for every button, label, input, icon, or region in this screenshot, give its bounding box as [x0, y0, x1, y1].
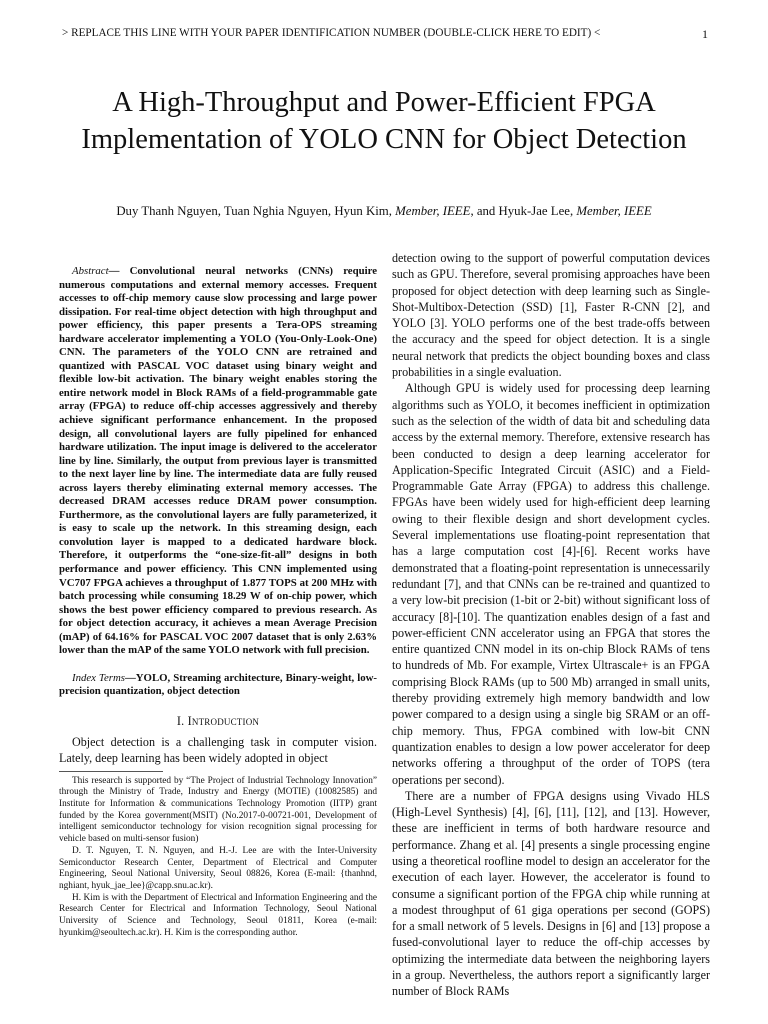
page-number: 1 — [702, 27, 708, 41]
intro-paragraph-1: Object detection is a challenging task in computer vision. Lately, deep learning has been widely adopted in object — [59, 735, 377, 766]
author-line — [60, 204, 708, 219]
left-column — [59, 265, 377, 939]
index-terms — [59, 672, 377, 699]
authors-group-2: , and Hyuk-Jae Lee, — [470, 204, 577, 218]
footnote-affiliation-seoultech: H. Kim is with the Department of Electrical and Information Engineering and the Research Center for Electrical and Information Technology, Seoul National University of Science and Technology, Seoul 01811, Korea (e-mail: hyunkim@seoultech.ac.kr). H. Kim is the corresponding author. — [59, 892, 377, 938]
intro-paragraph-continued: detection owing to the support of powerful computation devices such as GPU. Therefore, several promising approaches have been proposed for object detection with deep learning such as Single-Shot-Multibox-Detection (SSD) [1], Faster R-CNN [2], and YOLO [3]. YOLO performs one of the best trade-offs between the accuracy and the speed for object detection. It is a single neural network that predicts the object bounding boxes and class probabilities in a single evaluation. — [392, 251, 710, 380]
footnote-divider — [59, 771, 163, 772]
section-heading-introduction: I. Introduction — [176, 714, 260, 729]
author-affiliation-1: Member, IEEE — [395, 204, 471, 218]
index-terms-label: Index Terms — [72, 671, 125, 684]
authors-group-1: Duy Thanh Nguyen, Tuan Nghia Nguyen, Hyun Kim, — [116, 204, 396, 218]
paper-title: A High-Throughput and Power-Efficient FPGA Implementation of YOLO CNN for Object Detection — [81, 87, 687, 155]
abstract-label: Abstract — [72, 265, 109, 277]
right-column — [392, 250, 710, 1000]
running-head: > REPLACE THIS LINE WITH YOUR PAPER IDENTIFICATION NUMBER (DOUBLE-CLICK HERE TO EDIT) < — [62, 27, 601, 39]
footnote-funding: This research is supported by “The Project of Industrial Technology Innovation” through the Ministry of Trade, Industry and Energy (MOTIE) (10082585) and Institute for Information & communications Technology Promotion (IITP) grant funded by the Korea government(MSIT) (No.2017-0-00721-001, Development of intelligent semiconductor technology for vision recognition signal processing for vehicle based on multi-sensor fusion) — [59, 775, 377, 845]
index-terms-text: —YOLO, Streaming architecture, Binary-weight, low-precision quantization, object detection — [59, 671, 377, 698]
intro-paragraph-3: There are a number of FPGA designs using Vivado HLS (High-Level Synthesis) [4], [6], [11], [12], and [13]. However, these are inefficient in terms of both hardware resource and performance. Zhang et al. [4] presents a single processing engine using a theoretical roofline model to design an accelerator for the execution of each layer. However, the accelerator is found to consume a significant portion of the FPGA chip while running at a modest throughput of 61 giga operations per second (GOPS) for a small network of 5 levels. Designs in [6] and [13] propose a fused-convolutional layer to reduce the off-chip accesses by optimizing the intermediate data between the neighboring layers in a group. Nevertheless, the authors report a significantly larger number of Block RAMs — [392, 788, 710, 999]
abstract — [59, 265, 377, 658]
intro-paragraph-2: Although GPU is widely used for processing deep learning algorithms such as YOLO, it becomes inefficient in optimization such as the selection of the width of data bit and scheduling data access by the external memory. Therefore, extensive research has been conducted to design a deep learning accelerator for Application-Specific Integrated Circuit (ASIC) and a Field-Programmable Gate Array (FPGA) to address this challenge. FPGAs have been widely used for high-efficient deep learning owing to their flexible design and short development cycles. Several implementations use floating-point representation that has a large computation cost [4]-[6]. Recent works have demonstrated that a floating-point representation is unnecessarily redundant [7], and that CNNs can be re-trained and quantized to a very low-bit precision (1-bit or 2-bit) without significant loss of accuracy [8]-[10]. The quantization enables design of a fast and power-efficient CNN accelerator using an FPGA that stores the entire quantized CNN model in its on-chip Block RAMs of tens to hundreds of Mb. For example, Virtex Ultrascale+ is an FPGA comprising Block RAMs (up to 500 Mb) arranged in small units, thereby providing extremely high memory bandwidth and low power compared to a design using a single big SRAM or an off-chip memory. Thus, FPGA combined with low-bit CNN quantization enables to design a low power accelerator for deep networks offering a throughput of the order of TOPS (tera operations per second). — [392, 381, 710, 787]
abstract-text: — Convolutional neural networks (CNNs) require numerous computations and external memory accesses. Frequent accesses to off-chip memory cause slow processing and large power dissipation. For real-time object detection with high throughput and power efficiency, this paper presents a Tera-OPS streaming hardware accelerator implementing a YOLO (You-Only-Look-One) CNN. The parameters of the YOLO CNN are retrained and quantized with PASCAL VOC dataset using binary weight and flexible low-bit activation. The binary weight enables storing the entire network model in Block RAMs of a field-programmable gate array (FPGA) to reduce off-chip accesses aggressively and thereby achieve significant performance enhancement. In the proposed design, all convolutional layers are fully pipelined for enhanced hardware utilization. The input image is delivered to the accelerator line by line. Similarly, the output from previous layer is transmitted to the next layer line by line. The intermediate data are fully reused across layers thereby eliminating external memory accesses. The decreased DRAM accesses reduce DRAM power consumption. Furthermore, as the convolutional layers are fully parameterized, it is easy to scale up the network. In this streaming design, each convolution layer is mapped to a dedicated hardware block. Therefore, it outperforms the “one-size-fit-all” designs in both performance and power efficiency. This CNN implemented using VC707 FPGA achieves a throughput of 1.877 TOPS at 200 MHz with batch processing while consuming 18.29 W of on-chip power, which shows the best power efficiency compared to previous research. As for object detection accuracy, it achieves a mean Average Precision (mAP) of 64.16% for PASCAL VOC 2007 dataset that is only 2.63% lower than the mAP of the same YOLO network with full precision. — [59, 265, 377, 657]
author-affiliation-2: Member, IEEE — [576, 204, 652, 218]
footnote-affiliation-snu: D. T. Nguyen, T. N. Nguyen, and H.-J. Lee are with the Inter-University Semiconductor Research Center, Department of Electrical and Computer Engineering, Seoul National University, Seoul 08826, Korea (E-mail: {thanhnd, nghiant, hyuk_jae_lee}@capp.snu.ac.kr). — [59, 845, 377, 891]
